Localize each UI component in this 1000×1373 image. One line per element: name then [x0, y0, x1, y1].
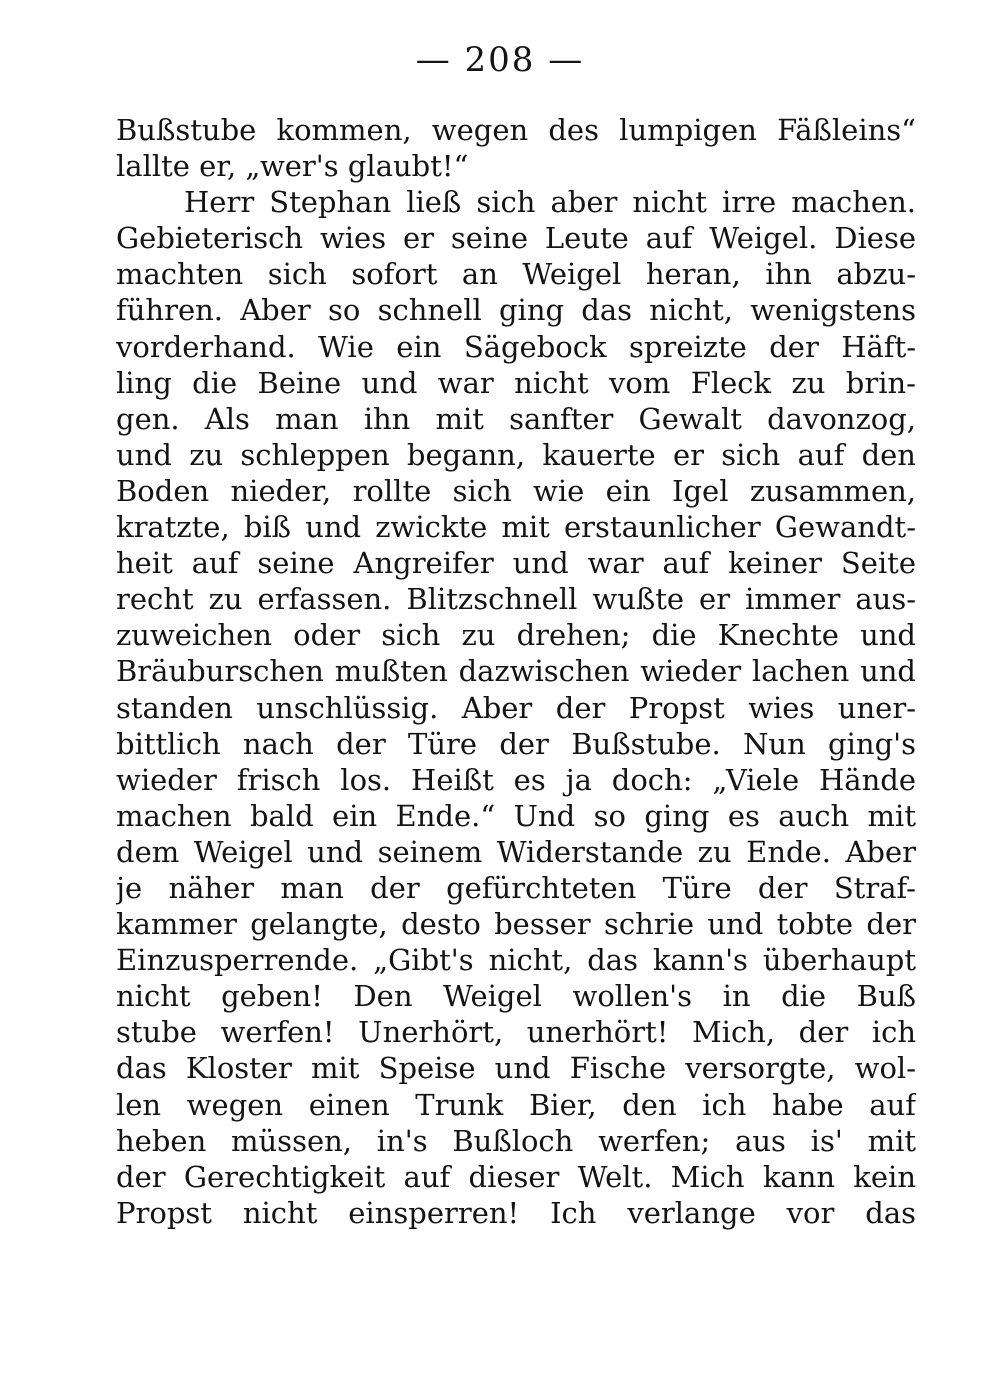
text-line: nicht geben! Den Weigel wollen's in die Buß	[116, 979, 916, 1014]
text-line: lallte er, „wer's glaubt!“	[116, 149, 469, 184]
body-text	[116, 112, 916, 1231]
text-line: bittlich nach der Türe der Bußstube. Nun ging's	[116, 726, 916, 761]
text-line: der Gerechtigkeit auf dieser Welt. Mich kann kein	[116, 1159, 916, 1194]
text-line: len wegen einen Trunk Bier, den ich habe auf	[116, 1087, 916, 1122]
text-line: Propst nicht einsperren! Ich verlange vor das	[116, 1195, 916, 1230]
text-line: Boden nieder, rollte sich wie ein Igel zusammen,	[116, 473, 916, 508]
text-line: Einzusperrende. „Gibt's nicht, das kann's überhaupt	[116, 943, 916, 978]
text-line: machten sich sofort an Weigel heran, ihn abzu-	[116, 257, 916, 292]
page-number: — 208 —	[415, 40, 585, 80]
text-line: je näher man der gefürchteten Türe der Straf-	[116, 870, 916, 905]
text-line: ling die Beine und war nicht vom Fleck zu brin-	[116, 365, 916, 400]
text-line: zuweichen oder sich zu drehen; die Knechte und	[116, 618, 916, 653]
text-line: gen. Als man ihn mit sanfter Gewalt davonzog,	[116, 401, 916, 436]
text-line: kammer gelangte, desto besser schrie und tobte der	[116, 907, 916, 942]
text-line: kratzte, biß und zwickte mit erstaunlicher Gewandt-	[116, 510, 916, 545]
text-line: vorderhand. Wie ein Sägebock spreizte der Häft-	[116, 329, 916, 364]
text-line: führen. Aber so schnell ging das nicht, wenigstens	[116, 293, 916, 328]
text-line: wieder frisch los. Heißt es ja doch: „Viele Hände	[116, 762, 916, 797]
text-line: stube werfen! Unerhört, unerhört! Mich, der ich	[116, 1015, 916, 1050]
text-line: standen unschlüssig. Aber der Propst wies uner-	[116, 690, 916, 725]
text-line: Herr Stephan ließ sich aber nicht irre machen.	[184, 185, 916, 220]
text-line: das Kloster mit Speise und Fische versorgte, wol-	[116, 1051, 916, 1086]
text-line: heit auf seine Angreifer und war auf keiner Seite	[116, 546, 916, 581]
text-line: recht zu erfassen. Blitzschnell wußte er immer aus-	[116, 582, 916, 617]
text-line: Gebieterisch wies er seine Leute auf Weigel. Diese	[116, 221, 916, 256]
text-line: und zu schleppen begann, kauerte er sich auf den	[116, 437, 916, 472]
text-line: machen bald ein Ende.“ Und so ging es auch mit	[116, 798, 916, 833]
text-line: Bräuburschen mußten dazwischen wieder lachen und	[116, 654, 916, 689]
text-line: heben müssen, in's Bußloch werfen; aus is' mit	[116, 1123, 916, 1158]
text-line: Bußstube kommen, wegen des lumpigen Fäßleins“	[116, 113, 916, 147]
text-line: dem Weigel und seinem Widerstande zu Ende. Aber	[116, 834, 916, 869]
